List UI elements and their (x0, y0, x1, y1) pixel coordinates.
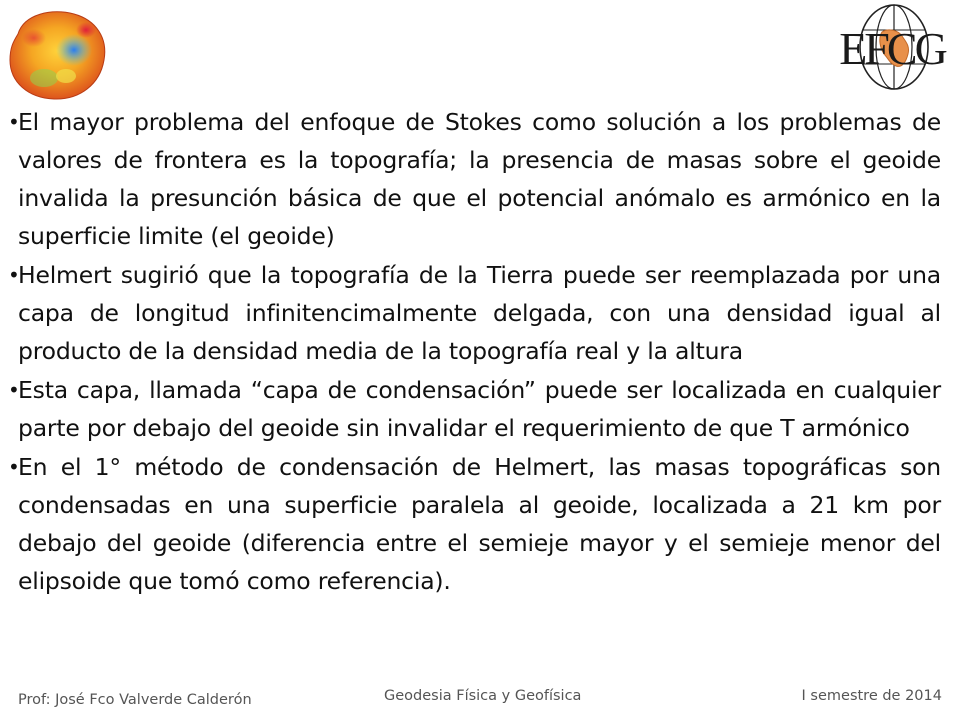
bullet-item (8, 103, 941, 255)
bullet-dot: • (8, 455, 20, 479)
geoid-image (4, 4, 112, 104)
bullet-text: Helmert sugirió que la topografía de la Tierra puede ser reemplazada por una capa de longitud infinitencimalmente delgada, con una densidad igual al producto de la densidad media de la topografía real y la altura (18, 261, 941, 365)
bullet-dot: • (8, 263, 20, 287)
footer-author: Prof: José Fco Valverde Calderón (18, 692, 252, 708)
efcg-logo-text: EFCG (839, 23, 945, 74)
bullet-dot: • (8, 110, 20, 134)
bullet-item (8, 256, 941, 370)
footer-semester: I semestre de 2014 (801, 688, 942, 704)
bullet-text: En el 1° método de condensación de Helmert, las masas topográficas son condensadas en una superficie paralela al geoide, localizada a 21 km por debajo del geoide (diferencia entre el semieje mayor y el semieje menor del elipsoide que tomó como referencia). (18, 453, 941, 595)
bullet-item (8, 371, 941, 447)
bullet-item (8, 448, 941, 600)
bullet-text: El mayor problema del enfoque de Stokes como solución a los problemas de valores de frontera es la topografía; la presencia de masas sobre el geoide invalida la presunción básica de que el potencial anómalo es armónico en la superficie limite (el geoide) (18, 108, 941, 250)
footer-course: Geodesia Física y Geofísica (384, 688, 582, 704)
bullet-list (8, 103, 941, 600)
content-area (8, 103, 941, 601)
efcg-logo (826, 2, 958, 92)
bullet-text: Esta capa, llamada “capa de condensación” puede ser localizada en cualquier parte por debajo del geoide sin invalidar el requerimiento de que T armónico (18, 376, 941, 442)
bullet-dot: • (8, 378, 20, 402)
